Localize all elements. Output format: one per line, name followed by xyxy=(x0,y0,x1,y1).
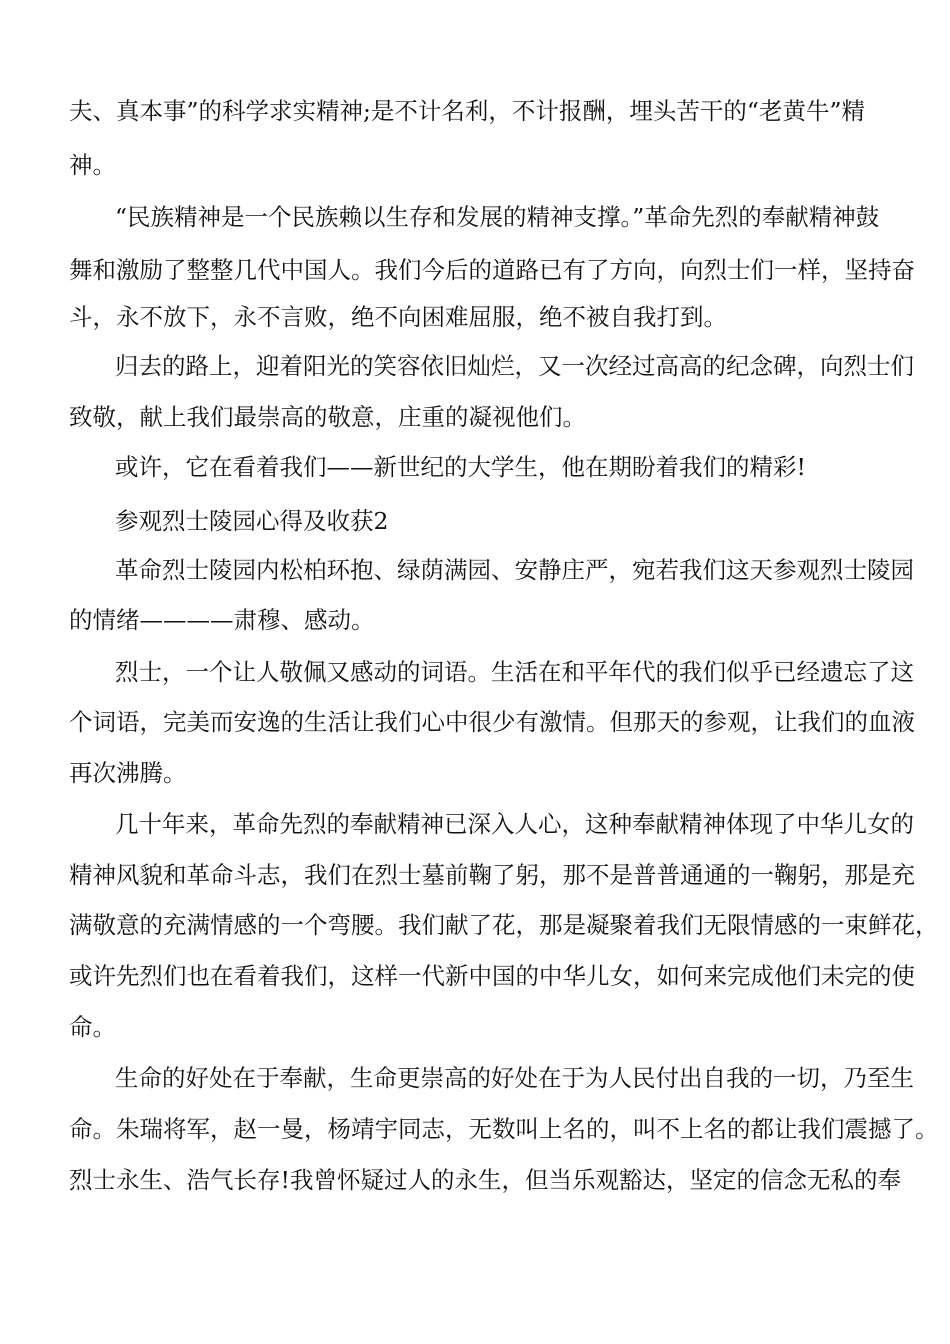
text-line: 精神风貌和革命斗志，我们在烈士墓前鞠了躬，那不是普普通通的一鞠躬，那是充 xyxy=(69,861,915,889)
text-line: 致敬，献上我们最崇高的敬意，庄重的凝视他们。 xyxy=(69,403,586,431)
text-line: “民族精神是一个民族赖以生存和发展的精神支撑。”革命先烈的奉献精神鼓 xyxy=(115,203,880,231)
text-line: 或许先烈们也在看着我们，这样一代新中国的中华儿女，如何来完成他们未完的使 xyxy=(69,962,915,990)
text-line: 舞和激励了整整几代中国人。我们今后的道路已有了方向，向烈士们一样，坚持奋 xyxy=(69,256,915,284)
section-heading: 参观烈士陵园心得及收获2 xyxy=(115,507,389,535)
text-line: 革命烈士陵园内松柏环抱、绿荫满园、安静庄严，宛若我们这天参观烈士陵园 xyxy=(115,556,914,584)
text-line: 个词语，完美而安逸的生活让我们心中很少有激情。但那天的参观，让我们的血液 xyxy=(69,708,915,736)
text-line: 满敬意的充满情感的一个弯腰。我们献了花，那是凝聚着我们无限情感的一束鲜花， xyxy=(69,911,939,939)
text-line: 斗，永不放下，永不言败，绝不向困难屈服，绝不被自我打到。 xyxy=(69,303,727,331)
text-line: 烈士，一个让人敬佩又感动的词语。生活在和平年代的我们似乎已经遗忘了这 xyxy=(115,658,914,686)
text-line: 夫、真本事”的科学求实精神;是不计名利，不计报酬，埋头苦干的“老黄牛”精 xyxy=(69,97,865,125)
text-line: 神。 xyxy=(69,151,116,179)
text-line: 生命的好处在于奉献，生命更崇高的好处在于为人民付出自我的一切，乃至生 xyxy=(115,1064,914,1092)
text-line: 烈士永生、浩气长存!我曾怀疑过人的永生，但当乐观豁达，坚定的信念无私的奉 xyxy=(69,1166,901,1194)
text-line: 几十年来，革命先烈的奉献精神已深入人心，这种奉献精神体现了中华儿女的 xyxy=(115,810,914,838)
text-line: 命。 xyxy=(69,1013,116,1041)
text-line: 或许，它在看着我们——新世纪的大学生，他在期盼着我们的精彩! xyxy=(115,453,806,481)
text-line: 再次沸腾。 xyxy=(69,759,187,787)
text-line: 的情绪————肃穆、感动。 xyxy=(69,606,375,634)
text-line: 命。朱瑞将军，赵一曼，杨靖宇同志，无数叫上名的，叫不上名的都让我们震撼了。 xyxy=(69,1115,939,1143)
text-line: 归去的路上，迎着阳光的笑容依旧灿烂，又一次经过高高的纪念碑，向烈士们 xyxy=(115,352,914,380)
